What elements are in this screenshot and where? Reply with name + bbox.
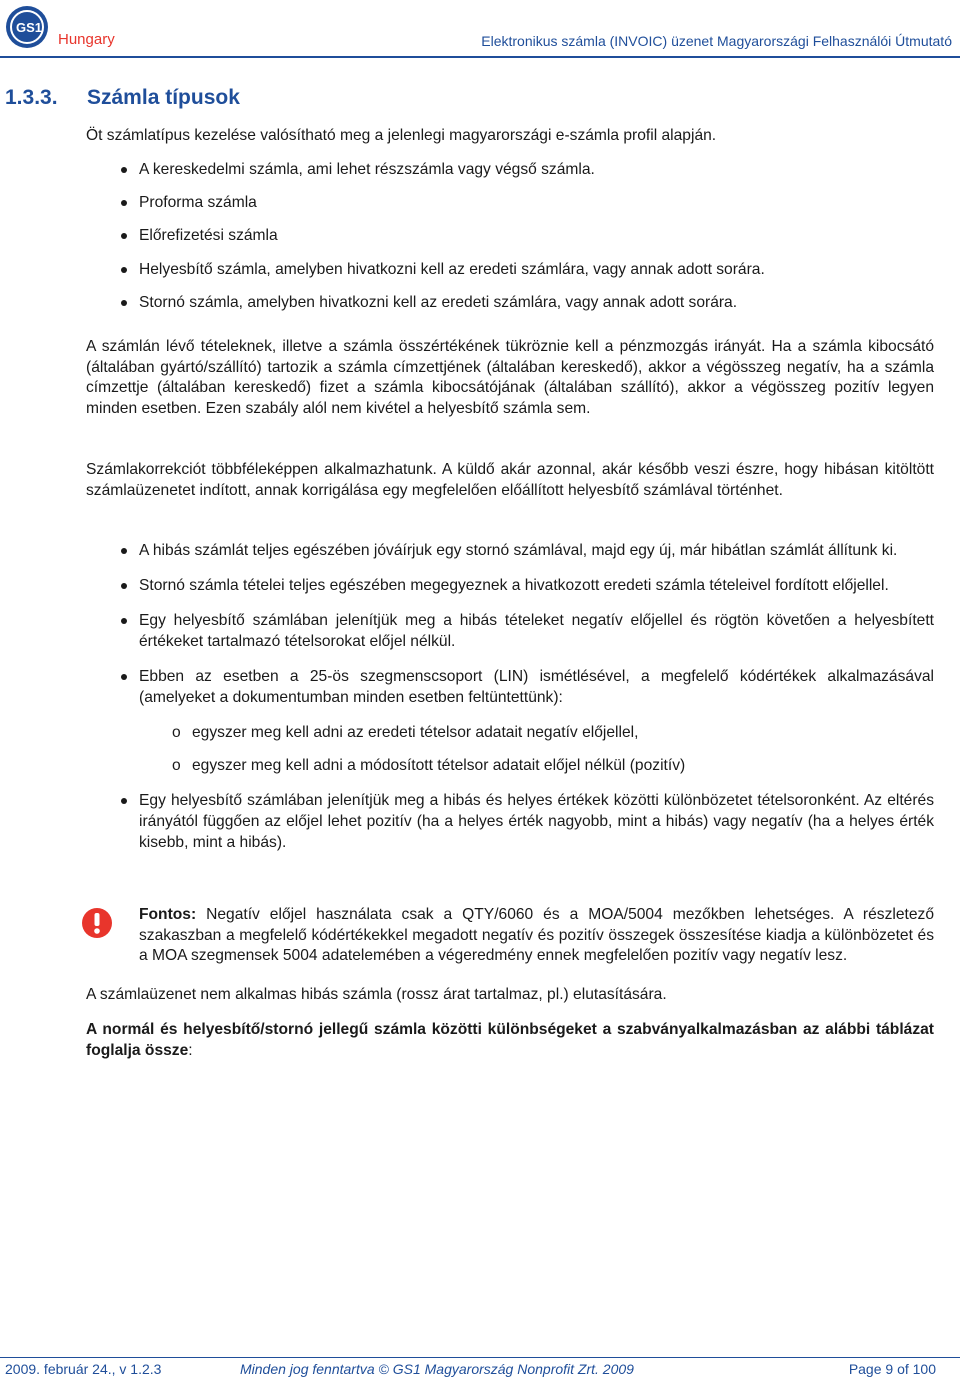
warning-icon (81, 907, 113, 939)
list-item: Stornó számla tételei teljes egészében megegyeznek a hivatkozott eredeti számla tételeivel fordított előjellel. (86, 576, 934, 597)
notice-body: Negatív előjel használata csak a QTY/6060 és a MOA/5004 mezőkben lehetséges. A részletező szakaszban a megfelelő kódértékekkel megadott negatív és pozitív összegek összesítése kiadja a különbözetet és a MOA szegmensek 5004 adatelemében a végeredmény ennek megfelelően pozitív vagy negatív lesz. (139, 905, 934, 965)
list-item: Előrefizetési számla (86, 226, 934, 247)
document-title: Elektronikus számla (INVOIC) üzenet Magyarországi Felhasználói Útmutató (481, 33, 952, 49)
list-item: A kereskedelmi számla, ami lehet részszámla vagy végső számla. (86, 160, 934, 181)
list-item: A hibás számlát teljes egészében jóváírjuk egy stornó számlával, majd egy új, már hibátlan számlát állítunk ki. (86, 541, 934, 562)
notice-text (139, 905, 934, 967)
correction-paragraph: Számlakorrekciót többféleképpen alkalmazhatunk. A küldő akár azonnal, akár később veszi észre, hogy hibásan kitöltött számlaüzenetet indított, annak korrigálása egy megfelelően előállított helyesbítő számlával történhet. (86, 460, 934, 499)
sub-list-item: o egyszer meg kell adni az eredeti tételsor adatait negatív előjellel, (139, 723, 934, 744)
correction-methods-list (86, 541, 934, 854)
section-heading (5, 86, 240, 110)
sub-list-item: o egyszer meg kell adni a módosított tételsor adatait előjel nélkül (pozitív) (139, 756, 934, 777)
list-item: Proforma számla (86, 193, 934, 214)
unsuitable-paragraph: A számlaüzenet nem alkalmas hibás számla (rossz árat tartalmaz, pl.) elutasítására. (86, 986, 667, 1004)
org-name: Hungary (58, 31, 115, 48)
footer-divider (0, 1357, 960, 1358)
logo-text: GS1 (15, 20, 43, 35)
notice-label: Fontos: (139, 905, 197, 923)
summary-paragraph (86, 1020, 934, 1062)
section-number: 1.3.3. (5, 86, 58, 109)
section-title: Számla típusok (87, 86, 240, 109)
list-item: Egy helyesbítő számlában jelenítjük meg a hibás tételeket negatív előjellel és rögtön követően a helyesbített értékeket tartalmazó tételsorokat előjel nélkül. (86, 611, 934, 653)
list-item: Egy helyesbítő számlában jelenítjük meg a hibás és helyes értékek közötti különbözetet tételsoronként. Az eltérés irányától függően az előjel lehet pozitív (ha a helyes érték nagyobb, mint a hibás) vagy negatív (ha a helyes érték kisebb, mint a hibás). (86, 791, 934, 853)
header-divider (0, 56, 960, 58)
list-item: Stornó számla, amelyben hivatkozni kell az eredeti számlára, vagy annak adott sorára. (86, 293, 934, 314)
summary-bold-text: A normál és helyesbítő/stornó jellegű számla közötti különbségeket a szabványalkalmazásban az alábbi táblázat foglalja össze (86, 1021, 934, 1059)
gs1-logo (4, 4, 54, 50)
page-header (0, 0, 960, 60)
footer-copyright: Minden jog fenntartva © GS1 Magyarország Nonprofit Zrt. 2009 (240, 1361, 634, 1377)
footer-date-version: 2009. február 24., v 1.2.3 (5, 1361, 162, 1377)
list-item (86, 667, 934, 777)
summary-colon: : (188, 1041, 193, 1059)
list-item-text: Ebben az esetben a 25-ös szegmenscsoport (LIN) ismétlésével, a megfelelő kódértékek alkalmazásával (amelyeket a dokumentumban minden esetben feltüntettünk): (139, 668, 934, 707)
list-item: Helyesbítő számla, amelyben hivatkozni kell az eredeti számlára, vagy annak adott sorára. (86, 260, 934, 281)
invoice-type-list (86, 160, 934, 314)
page-content (86, 126, 934, 1062)
important-notice (86, 905, 934, 967)
direction-paragraph: A számlán lévő tételeknek, illetve a számla összértékének tükröznie kell a pénzmozgás irányát. Ha a számla kibocsátó (általában gyártó/szállító) tartozik a számla címzettjének (általában kereskedő), akkor a végösszeg negatív, ha a számla címzettje (általában kereskedő) fizet a számla kibocsátójának (általában szállító), akkor a végösszeg pozitív legyen minden esetben. Ezen szabály alól nem kivétel a helyesbítő számla sem. (86, 337, 934, 418)
sub-list (139, 723, 934, 777)
intro-paragraph: Öt számlatípus kezelése valósítható meg a jelenlegi magyarországi e-számla profil alapján. (86, 127, 717, 144)
page-number: Page 9 of 100 (848, 1361, 936, 1377)
